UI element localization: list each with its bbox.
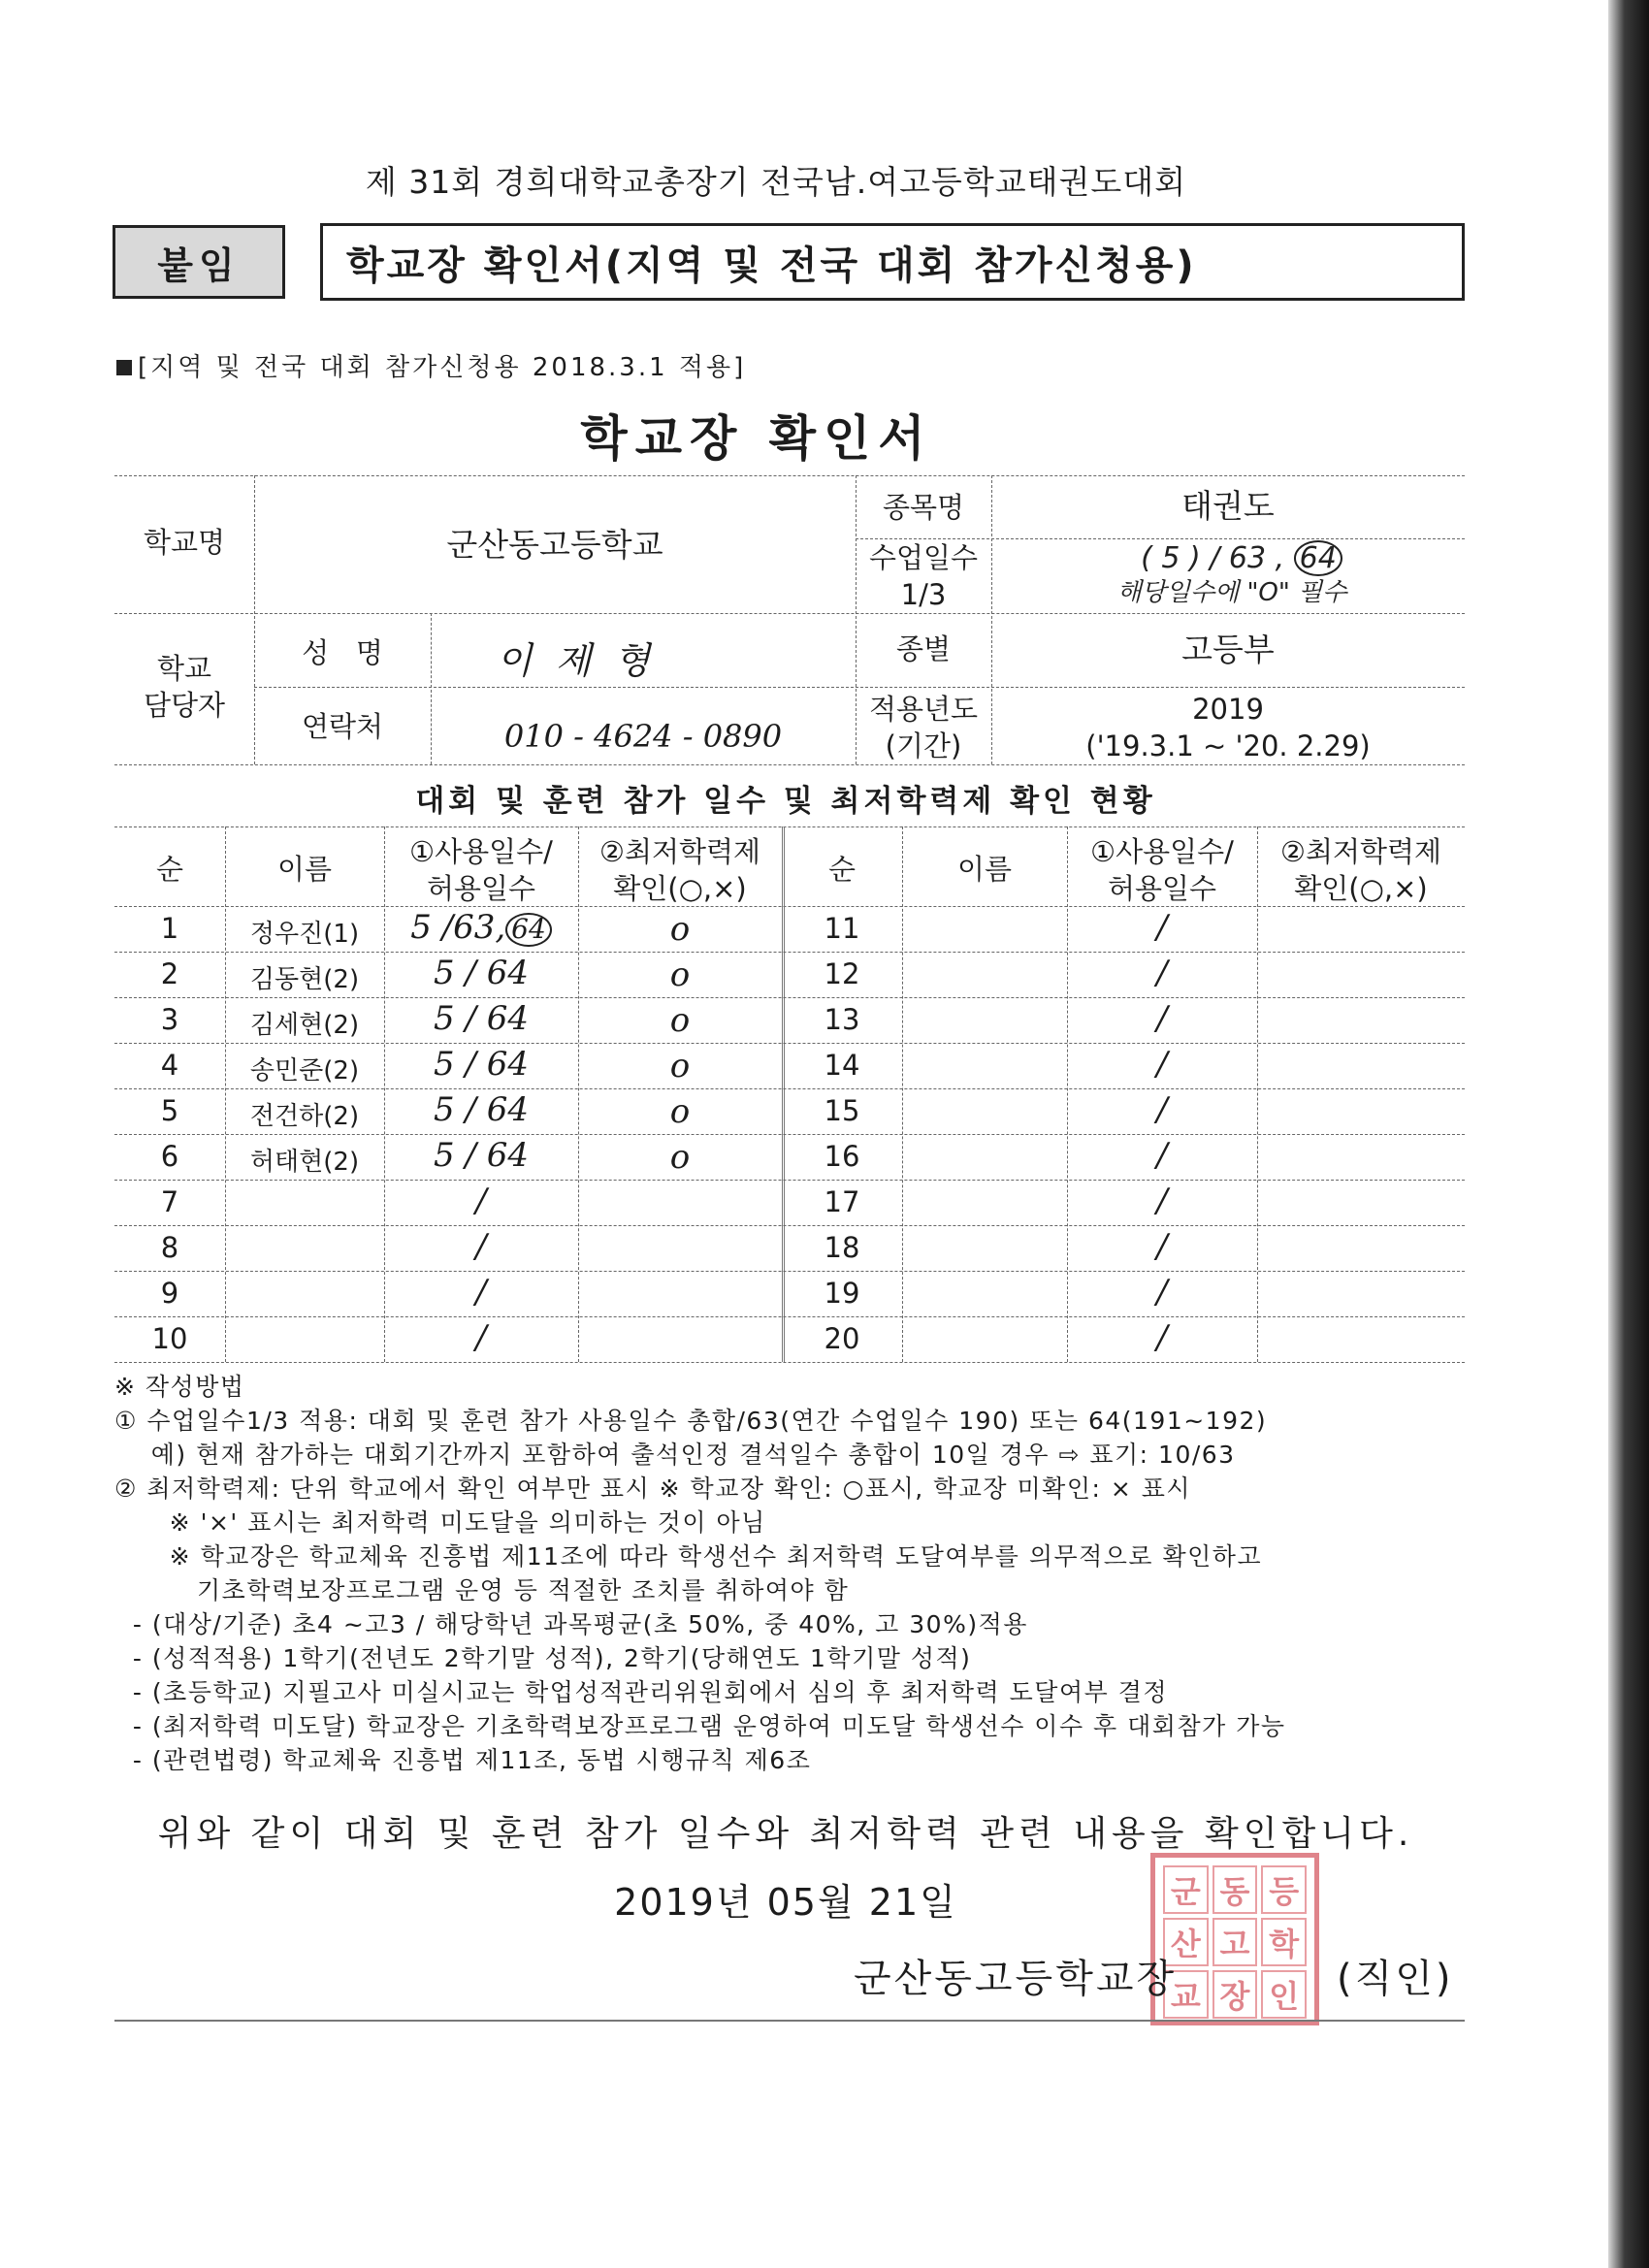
days-circled: 64 <box>1294 540 1342 576</box>
used-days: / <box>1156 1318 1168 1357</box>
used-days: / <box>1156 1090 1168 1129</box>
header-box <box>320 223 1465 301</box>
category-label: 종별 <box>895 632 952 665</box>
note-line: ① 수업일수1/3 적용: 대회 및 훈련 참가 사용일수 총합/63(연간 수업일수 190) 또는 64(191~192) <box>114 1407 1268 1435</box>
year-label-1: 적용년도 <box>868 693 979 726</box>
used-days: / <box>475 1227 487 1266</box>
used-days: / <box>1156 1182 1168 1220</box>
contact-label: 연락처 <box>301 710 384 743</box>
days-value <box>1067 539 1416 579</box>
used-days: / <box>1156 999 1168 1038</box>
row-number: 13 <box>824 1003 860 1036</box>
year-value-2: ('19.3.1 ~ '20. 2.29) <box>1085 729 1371 762</box>
seal-character: 등 <box>1261 1865 1307 1914</box>
used-days: 5 / 64 <box>434 1045 529 1084</box>
row-number: 20 <box>824 1322 860 1355</box>
athlete-name: 송민준(2) <box>249 1056 360 1085</box>
header-check-1-right: ②최저학력제 <box>1279 835 1442 868</box>
manager-label-2: 담당자 <box>143 689 226 722</box>
row-number: 12 <box>824 957 860 990</box>
note-line: - (대상/기준) 초4 ~고3 / 해당학년 과목평균(초 50%, 중 40%, 고 30%)적용 <box>114 1610 1028 1638</box>
name-label: 성 명 <box>302 636 383 669</box>
bottom-divider <box>114 2020 1465 2022</box>
header-days-2: 허용일수 <box>426 872 536 905</box>
minimum-academic-check: o <box>669 910 691 949</box>
used-days: / <box>1156 1136 1168 1175</box>
school-label: 학교명 <box>143 526 226 559</box>
seal-note: (직인) <box>1337 1957 1454 2001</box>
note-line: - (초등학교) 지필고사 미실시교는 학업성적관리위원회에서 심의 후 최저학력 도달여부 결정 <box>114 1678 1168 1706</box>
section-title: 대회 및 훈련 참가 일수 및 최저학력제 확인 현황 <box>415 784 1156 819</box>
row-number: 9 <box>160 1277 179 1310</box>
row-number: 6 <box>160 1140 179 1173</box>
athlete-name: 김세현(2) <box>249 1011 360 1040</box>
note-line: - (관련법령) 학교체육 진흥법 제11조, 동법 시행규칙 제6조 <box>114 1746 812 1774</box>
used-days: / <box>475 1182 487 1220</box>
school-value: 군산동고등학교 <box>446 526 663 564</box>
used-days: 5 / 64 <box>434 1090 529 1129</box>
note-line: - (최저학력 미도달) 학교장은 기초학력보장프로그램 운영하여 미도달 학생선수 이수 후 대회참가 가능 <box>114 1712 1286 1740</box>
event-value: 태권도 <box>1181 487 1275 525</box>
doc-title: 학교장 확인서 <box>580 410 933 467</box>
row-number: 1 <box>160 912 179 945</box>
days-label-1: 수업일수 <box>868 541 979 574</box>
athlete-name: 허태현(2) <box>249 1148 360 1177</box>
days-value-text: ( 5 ) / 63 , <box>1141 541 1285 575</box>
used-days: / <box>1156 1045 1168 1084</box>
minimum-academic-check: o <box>669 1092 691 1131</box>
used-days-text: 5 /63, <box>410 908 506 947</box>
seal-character: 장 <box>1212 1970 1258 2019</box>
seal-characters <box>1163 1865 1307 2013</box>
note-line: ※ 학교장은 학교체육 진흥법 제11조에 따라 학생선수 최저학력 도달여부를 의무적으로 확인하고 <box>114 1542 1263 1571</box>
issue-date: 2019년 05월 21일 <box>614 1881 957 1924</box>
row-number: 8 <box>160 1231 179 1264</box>
sub-note <box>116 347 746 383</box>
header-days-2-right: 허용일수 <box>1107 872 1217 905</box>
minimum-academic-check: o <box>669 1047 691 1085</box>
note-line: - (성적적용) 1학기(전년도 2학기말 성적), 2학기(당해연도 1학기말 성적) <box>114 1644 972 1672</box>
seal-character: 학 <box>1261 1918 1307 1966</box>
note-line: ② 최저학력제: 단위 학교에서 확인 여부만 표시 ※ 학교장 확인: ○표시, 학교장 미확인: × 표시 <box>114 1474 1192 1503</box>
minimum-academic-check: o <box>669 1138 691 1177</box>
category-value: 고등부 <box>1181 631 1275 668</box>
seal-character: 인 <box>1261 1970 1307 2019</box>
athlete-name: 김동현(2) <box>249 965 360 994</box>
header-check-2-right: 확인(○,×) <box>1294 872 1428 905</box>
square-bullet-icon <box>116 360 132 375</box>
row-number: 2 <box>160 957 179 990</box>
seal-character: 산 <box>1163 1918 1209 1966</box>
minimum-academic-check: o <box>669 1001 691 1040</box>
minimum-academic-check: o <box>669 956 691 994</box>
name-value: 이 제 형 <box>496 639 657 682</box>
note-line: ※ 작성방법 <box>114 1373 245 1401</box>
instructions-notes <box>114 1370 1286 1777</box>
row-number: 17 <box>824 1185 860 1218</box>
header-no-right: 순 <box>827 853 856 886</box>
used-days: / <box>475 1273 487 1312</box>
row-number: 15 <box>824 1094 860 1127</box>
manager-label-1: 학교 <box>156 652 212 685</box>
row-number: 5 <box>160 1094 179 1127</box>
row-number: 7 <box>160 1185 179 1218</box>
days-label-2: 1/3 <box>900 578 947 611</box>
header-check-2: 확인(○,×) <box>613 872 747 905</box>
header-name-right: 이름 <box>956 853 1013 886</box>
used-days: 5 / 64 <box>434 999 529 1038</box>
contact-value: 010 - 4624 - 0890 <box>503 718 783 755</box>
year-label-2: (기간) <box>885 729 962 762</box>
used-days: / <box>1156 954 1168 992</box>
days-note: 해당일수에 "O" 필수 <box>1116 578 1347 607</box>
header-check-1: ②최저학력제 <box>598 835 761 868</box>
used-days: / <box>1156 1273 1168 1312</box>
used-days: / <box>1156 908 1168 947</box>
note-line: 예) 현재 참가하는 대회기간까지 포함하여 출석인정 결석일수 총합이 10일 경우 ⇨ 표기: 10/63 <box>114 1441 1236 1469</box>
header-days-1-right: ①사용일수/ <box>1090 835 1234 868</box>
row-number: 18 <box>824 1231 860 1264</box>
header-days-1: ①사용일수/ <box>409 835 553 868</box>
scan-edge <box>1608 0 1649 2268</box>
used-days: / <box>475 1318 487 1357</box>
row-number: 16 <box>824 1140 860 1173</box>
row-number: 19 <box>824 1277 860 1310</box>
used-days: 5 / 64 <box>434 1136 529 1175</box>
principal-signature: 군산동고등학교장 <box>854 1957 1178 2001</box>
seal-character: 교 <box>1163 1970 1209 2019</box>
row-number: 11 <box>824 912 860 945</box>
event-title: 제 31회 경희대학교총장기 전국남.여고등학교태권도대회 <box>365 163 1187 201</box>
sub-note-text: [지역 및 전국 대회 참가신청용 2018.3.1 적용] <box>138 353 747 382</box>
athlete-name: 전건하(2) <box>249 1102 360 1131</box>
header-title: 학교장 확인서(지역 및 전국 대회 참가신청용) <box>346 243 1197 288</box>
athlete-name: 정우진(1) <box>249 920 360 949</box>
attachment-label: 붙임 <box>157 243 241 287</box>
seal-character: 동 <box>1212 1865 1258 1914</box>
row-number: 14 <box>824 1049 860 1082</box>
used-days: / <box>1156 1227 1168 1266</box>
header-no: 순 <box>155 853 183 886</box>
confirm-statement: 위와 같이 대회 및 훈련 참가 일수와 최저학력 관련 내용을 확인합니다. <box>157 1814 1414 1854</box>
seal-character: 고 <box>1212 1918 1258 1966</box>
row-number: 4 <box>160 1049 179 1082</box>
note-line: ※ '×' 표시는 최저학력 미도달을 의미하는 것이 아님 <box>114 1508 766 1537</box>
event-label: 종목명 <box>882 491 965 524</box>
row-number: 10 <box>151 1322 188 1355</box>
used-days: 5 / 64 <box>434 954 529 992</box>
header-name: 이름 <box>276 853 333 886</box>
row-number: 3 <box>160 1003 179 1036</box>
attachment-badge <box>113 225 285 299</box>
used-days <box>384 908 578 947</box>
seal-character: 군 <box>1163 1865 1209 1914</box>
year-value-1: 2019 <box>1192 693 1264 726</box>
used-days-circled: 64 <box>505 913 552 947</box>
note-line: 기초학력보장프로그램 운영 등 적절한 조치를 취하여야 함 <box>114 1576 850 1604</box>
